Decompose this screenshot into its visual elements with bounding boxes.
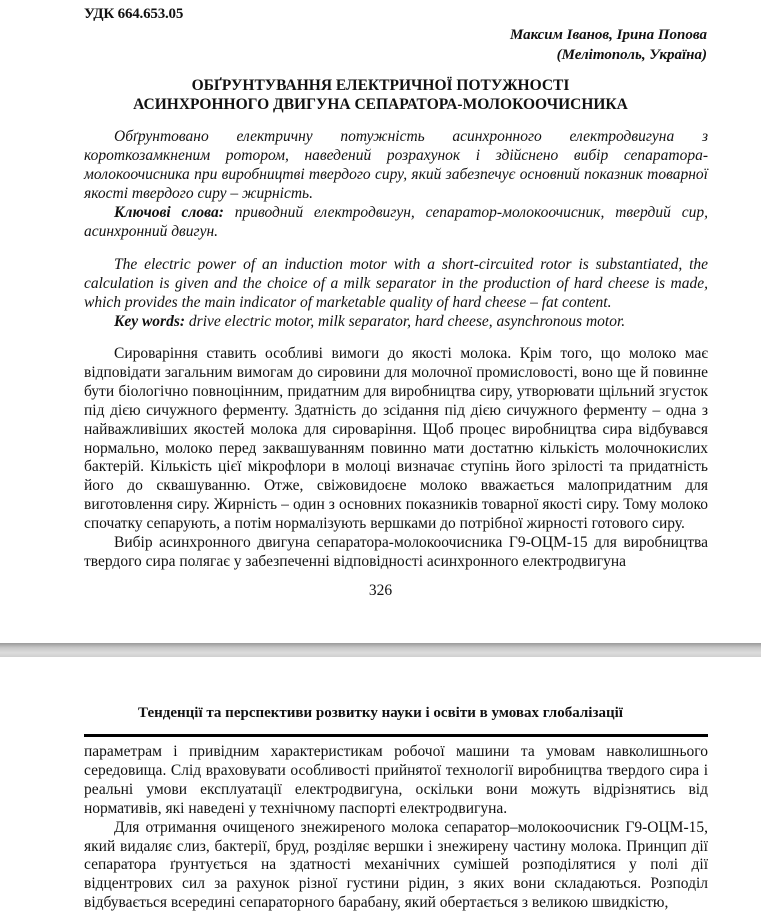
abstract-en-text: The electric power of an induction motor with a short-circuited rotor is substantiated, the calculation is given and the choice of a milk separator in the production of hard cheese is made, which provides the main indicator of marketable quality of hard cheese – fat content. [84, 256, 708, 311]
keywords-uk-text: приводний електродвигун, сепаратор-молокоочисник, твердий сир, асинхронний двигун. [84, 203, 709, 240]
keywords-uk-label: Ключові слова: [114, 203, 224, 221]
page-number: 326 [368, 582, 393, 599]
affiliation: (Мелітополь, Україна) [556, 47, 707, 63]
abstract-english [84, 256, 708, 332]
body-text-page1 [84, 345, 708, 572]
title-line-2: АСИНХРОННОГО ДВИГУНА СЕПАРАТОРА-МОЛОКООЧИСНИКА [133, 96, 628, 113]
body-text-page2 [84, 743, 708, 913]
title-line-1: ОБҐРУНТУВАННЯ ЕЛЕКТРИЧНОЇ ПОТУЖНОСТІ [191, 77, 570, 94]
author-block [510, 25, 707, 65]
abstract-ukrainian [84, 128, 708, 241]
keywords-en-text: drive electric motor, milk separator, hard cheese, asynchronous motor. [185, 312, 626, 330]
authors: Максим Іванов, Ірина Попова [509, 27, 707, 43]
body-paragraph: Сироваріння ставить особливі вимоги до якості молока. Крім того, що молоко має відповідати загальним вимогам до сировини для молочної промисловості, воно ще й повинне бути біологічно повноцінним, придатним для виробництва сиру, утворювати щільний згусток під дією сичужного ферменту. Здатність до зсідання під дією сичужного ферменту – одна з найважливіших якостей молока для сироваріння. Щоб процес виробництва сира відбувався нормально, молоко перед заквашуванням повинно мати достатню кількість молочнокислих бактерій. Кількість цієї мікрофлори в молоці визначає ступінь його зрілості та придатність його до сквашуванню. Отже, свіжовидоєне молоко вважається малопридатним для виготовлення сиру. Жирність – один з основних показників товарної якості сиру. Тому молоко спочатку сепарують, а потім нормалізують вершками до потрібної жирності готового сиру. [84, 345, 708, 533]
keywords-uk [84, 204, 708, 242]
article-title [0, 76, 761, 114]
udk-code: УДК 664.653.05 [84, 6, 184, 22]
abstract-uk-text: Обґрунтовано електричну потужність асинхронного електродвигуна з короткозамкненим ротором, наведений розрахунок і здійснено вибір сепаратора-молокоочисника при виробництві твердого сиру, який забезпечує основний показник товарної якості твердого сиру – жирність. [84, 128, 708, 202]
header-rule [84, 734, 708, 737]
body-paragraph: параметрам і привідним характеристикам робочої машини та умовам навколишнього середовища. Слід враховувати особливості прийнятої технології виробництва твердого сира і реальні умови експлуатації електродвигуна, оскільки вони можуть відрізнятись від нормативів, які наведені у технічному паспорті електродвигуна. [84, 743, 708, 817]
keywords-en [84, 313, 708, 332]
body-paragraph: Для отримання очищеного знежиреного молока сепаратор–молокоочисник Г9-ОЦМ-15, який видаляє слиз, бактерії, бруд, розділяє вершки і знежирену частину молока. Принцип дії сепаратора ґрунтується на здатності механічних сумішей розподілятися у полі дії відцентрових сил за рахунок різної густини рідин, з яких вони складаються. Розподіл відбувається всередині сепараторного барабану, який обертається з великою швидкістю, [84, 818, 708, 912]
body-paragraph: Вибір асинхронного двигуна сепаратора-молокоочисника Г9-ОЦМ-15 для виробництва твердого сира полягає у забезпеченні відповідності асинхронного електродвигуна [84, 534, 708, 570]
page-separator [0, 643, 761, 657]
document-page-next [0, 657, 761, 912]
running-header: Тенденції та перспективи розвитку науки і освіти в умовах глобалізації [138, 705, 623, 721]
keywords-en-label: Key words: [114, 312, 186, 330]
